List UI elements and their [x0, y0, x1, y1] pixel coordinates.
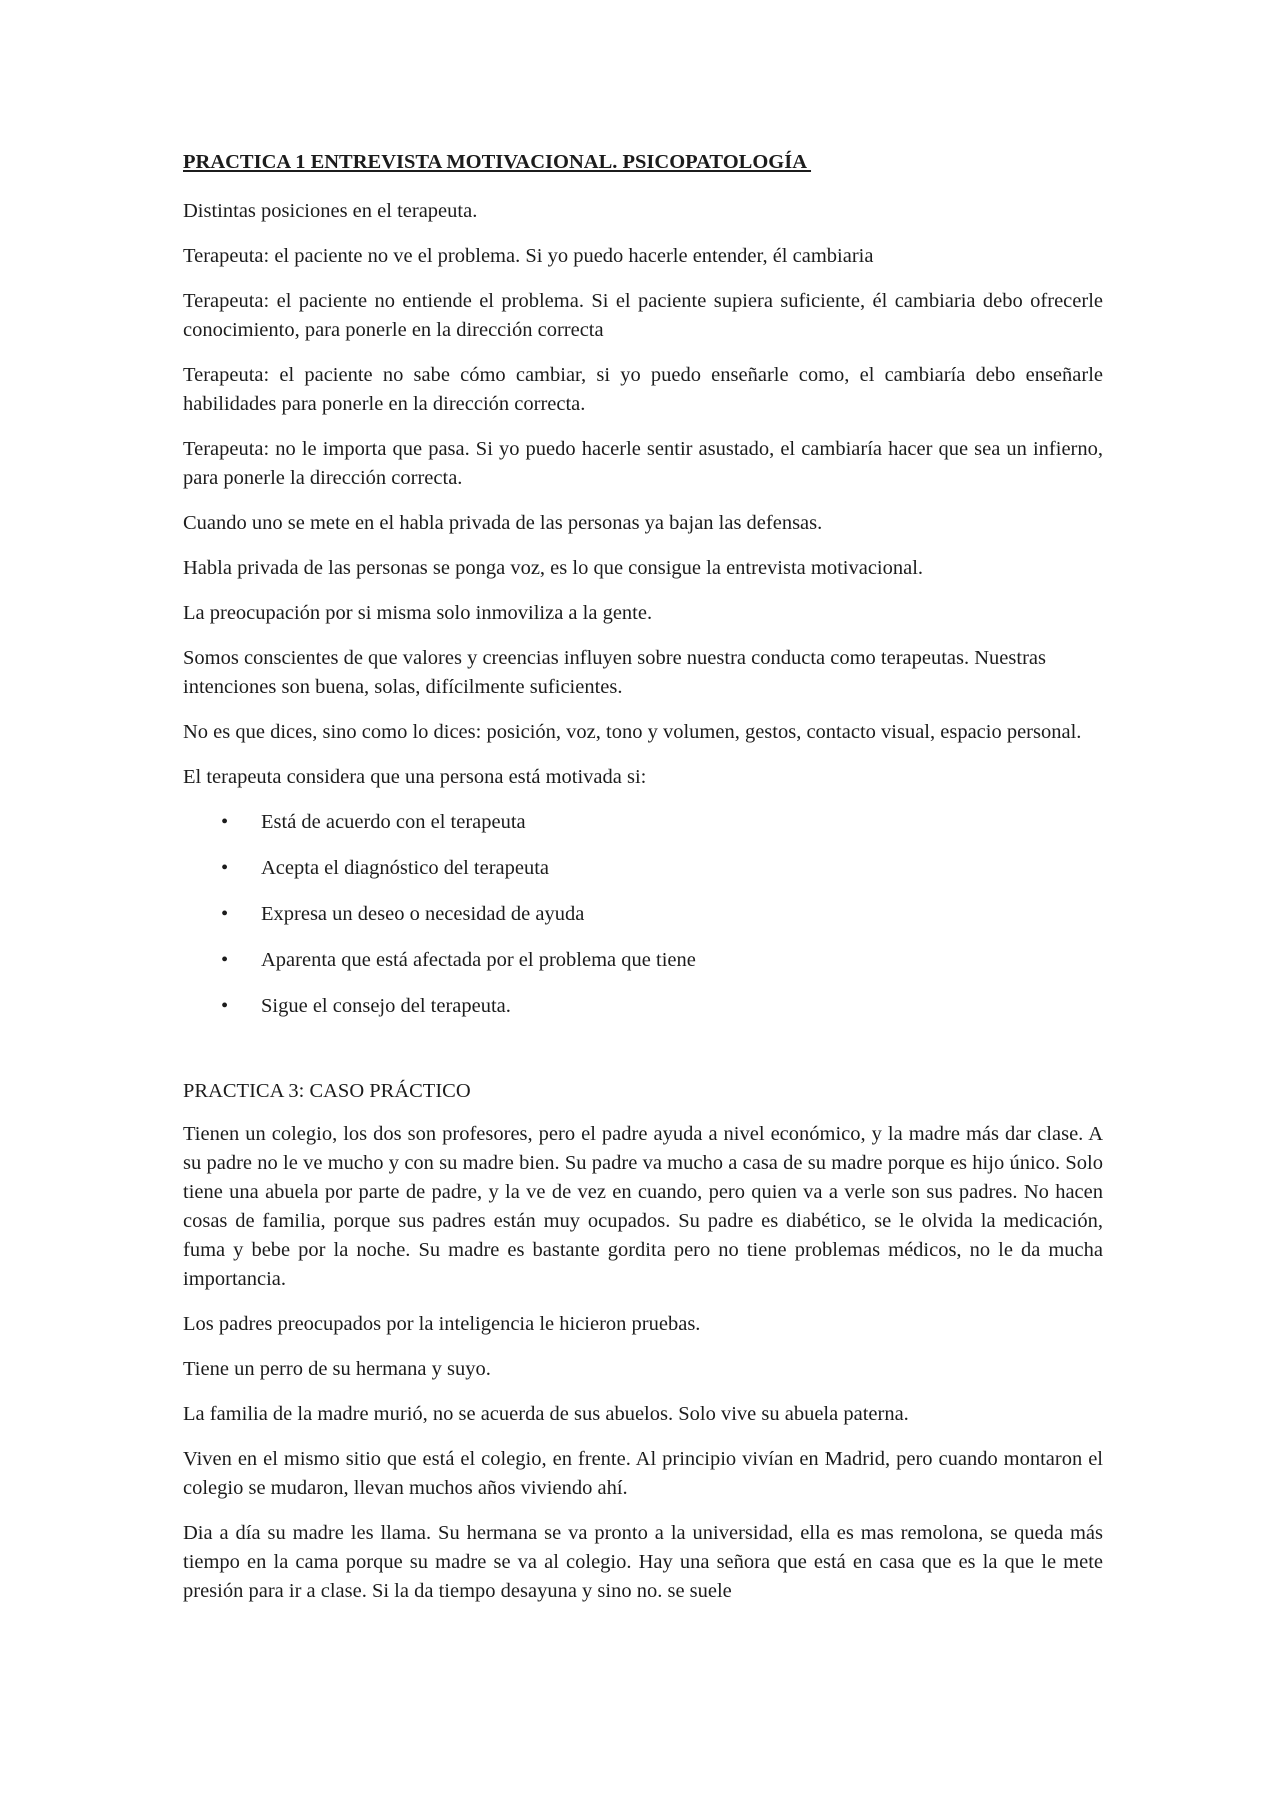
paragraph: Los padres preocupados por la inteligencia le hicieron pruebas.	[183, 1313, 701, 1335]
list-item-text: Sigue el consejo del terapeuta.	[261, 995, 511, 1017]
paragraph: Somos conscientes de que valores y creencias influyen sobre nuestra conducta como terapeutas. Nuestras intenciones son buena, solas, difícilmente suficientes.	[183, 647, 1046, 698]
paragraph: No es que dices, sino como lo dices: posición, voz, tono y volumen, gestos, contacto visual, espacio personal.	[183, 721, 1082, 743]
document-title: PRACTICA 1 ENTREVISTA MOTIVACIONAL. PSICOPATOLOGÍA	[183, 151, 812, 173]
paragraph: Tiene un perro de su hermana y suyo.	[183, 1358, 491, 1380]
paragraph: Terapeuta: no le importa que pasa. Si yo puedo hacerle sentir asustado, el cambiaría hacer que sea un infierno, para ponerle la dirección correcta.	[183, 438, 1103, 489]
list-item	[183, 900, 1103, 929]
list-item-text: Está de acuerdo con el terapeuta	[261, 811, 526, 833]
paragraph: Terapeuta: el paciente no ve el problema. Si yo puedo hacerle entender, él cambiaria	[183, 245, 874, 267]
list-item	[183, 808, 1103, 837]
paragraph: El terapeuta considera que una persona está motivada si:	[183, 766, 647, 788]
bullet-list	[183, 808, 1103, 1021]
paragraph: Habla privada de las personas se ponga voz, es lo que consigue la entrevista motivacional.	[183, 557, 924, 579]
paragraph: Tienen un colegio, los dos son profesores, pero el padre ayuda a nivel económico, y la madre más dar clase. A su padre no le ve mucho y con su madre bien. Su padre va mucho a casa de su madre porque es hijo único. Solo tiene una abuela por parte de padre, y la ve de vez en cuando, pero quien va a verle son sus padres. No hacen cosas de familia, porque sus padres están muy ocupados. Su padre es diabético, se le olvida la medicación, fuma y bebe por la noche. Su madre es bastante gordita pero no tiene problemas médicos, no le da mucha importancia.	[183, 1123, 1103, 1290]
bullet-icon: •	[221, 857, 229, 879]
paragraph: Distintas posiciones en el terapeuta.	[183, 200, 478, 222]
list-item-text: Acepta el diagnóstico del terapeuta	[261, 857, 550, 879]
paragraph: Terapeuta: el paciente no entiende el problema. Si el paciente supiera suficiente, él cambiaria debo ofrecerle conocimiento, para ponerle en la dirección correcta	[183, 290, 1103, 341]
paragraph: Terapeuta: el paciente no sabe cómo cambiar, si yo puedo enseñarle como, el cambiaría debo enseñarle habilidades para ponerle en la dirección correcta.	[183, 364, 1103, 415]
document-page	[183, 148, 1103, 1622]
list-item-text: Aparenta que está afectada por el problema que tiene	[261, 949, 696, 971]
paragraph: La preocupación por si misma solo inmoviliza a la gente.	[183, 602, 653, 624]
list-item	[183, 854, 1103, 883]
list-item	[183, 992, 1103, 1021]
paragraph: Viven en el mismo sitio que está el colegio, en frente. Al principio vivían en Madrid, pero cuando montaron el colegio se mudaron, llevan muchos años viviendo ahí.	[183, 1448, 1103, 1499]
list-item-text: Expresa un deseo o necesidad de ayuda	[261, 903, 585, 925]
bullet-icon: •	[221, 949, 229, 971]
bullet-icon: •	[221, 811, 229, 833]
paragraph: Cuando uno se mete en el habla privada de las personas ya bajan las defensas.	[183, 512, 823, 534]
bullet-icon: •	[221, 903, 229, 925]
section-title: PRACTICA 3: CASO PRÁCTICO	[183, 1080, 471, 1102]
paragraph: Dia a día su madre les llama. Su hermana se va pronto a la universidad, ella es mas remolona, se queda más tiempo en la cama porque su madre se va al colegio. Hay una señora que está en casa que es la que le mete presión para ir a clase. Si la da tiempo desayuna y sino no. se suele	[183, 1522, 1103, 1602]
bullet-icon: •	[221, 995, 229, 1017]
paragraph: La familia de la madre murió, no se acuerda de sus abuelos. Solo vive su abuela paterna.	[183, 1403, 909, 1425]
list-item	[183, 946, 1103, 975]
